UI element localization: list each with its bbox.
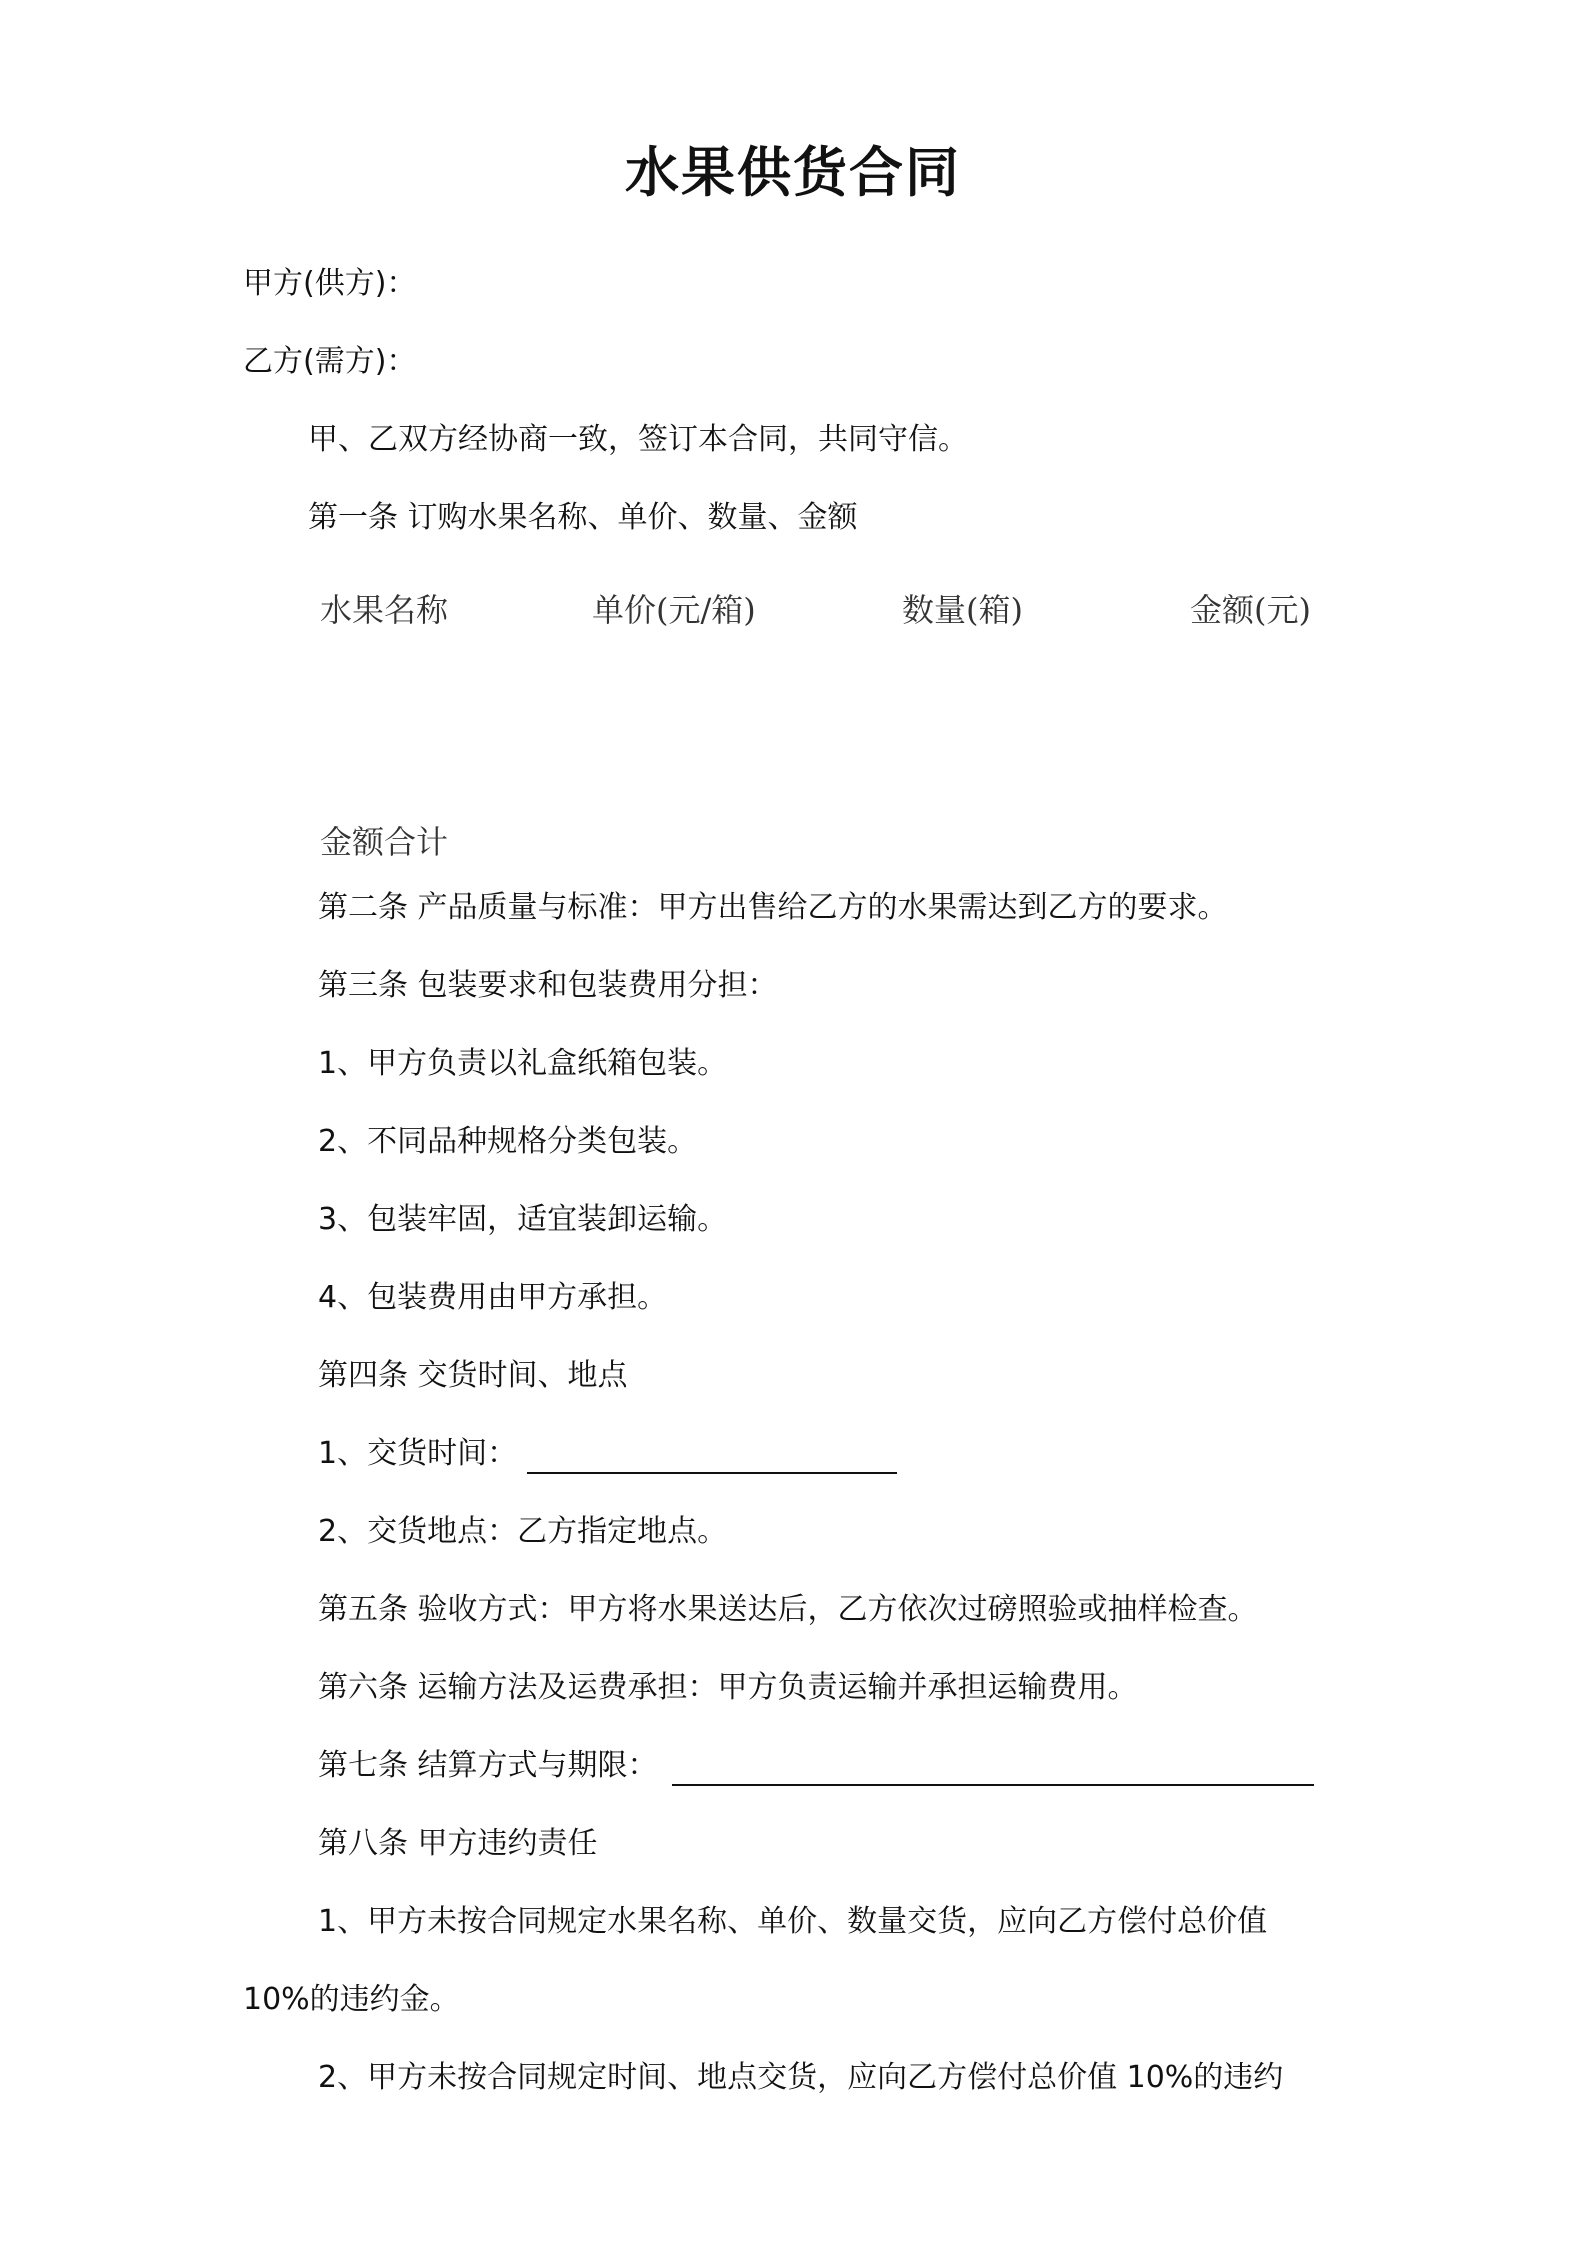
- article-8-item-1-line-2: 10%的违约金。: [243, 1982, 460, 2017]
- article-8-heading: 第八条 甲方违约责任: [318, 1826, 598, 1861]
- delivery-place: 2、交货地点：乙方指定地点。: [318, 1514, 728, 1549]
- intro-paragraph: 甲、乙双方经协商一致，签订本合同，共同守信。: [308, 422, 968, 457]
- document-title: 水果供货合同: [625, 141, 961, 204]
- article-6: 第六条 运输方法及运费承担：甲方负责运输并承担运输费用。: [318, 1670, 1138, 1705]
- table-header-quantity: 数量(箱): [902, 591, 1023, 629]
- article-2: 第二条 产品质量与标准：甲方出售给乙方的水果需达到乙方的要求。: [318, 890, 1228, 925]
- article-3-item-2: 2、不同品种规格分类包装。: [318, 1124, 698, 1159]
- article-4-heading: 第四条 交货时间、地点: [318, 1358, 628, 1393]
- delivery-time-label: 1、交货时间：: [318, 1436, 518, 1471]
- article-5: 第五条 验收方式：甲方将水果送达后，乙方依次过磅照验或抽样检查。: [318, 1592, 1258, 1627]
- party-b-label: 乙方(需方)：: [243, 344, 417, 379]
- article-7-label: 第七条 结算方式与期限：: [318, 1748, 658, 1783]
- article-3-item-3: 3、包装牢固，适宜装卸运输。: [318, 1202, 728, 1237]
- party-a-label: 甲方(供方)：: [243, 266, 417, 301]
- table-header-amount: 金额(元): [1190, 591, 1311, 629]
- article-8-item-1-line-1: 1、甲方未按合同规定水果名称、单价、数量交货，应向乙方偿付总价值: [318, 1904, 1268, 1939]
- table-total-label: 金额合计: [320, 823, 449, 861]
- table-header-unit-price: 单价(元/箱): [592, 591, 756, 629]
- table-header-fruit-name: 水果名称: [320, 591, 449, 629]
- article-3-heading: 第三条 包装要求和包装费用分担：: [318, 968, 778, 1003]
- article-7-row: [318, 1746, 1314, 1786]
- article-8-item-2-line-1: 2、甲方未按合同规定时间、地点交货，应向乙方偿付总价值 10%的违约: [318, 2060, 1284, 2095]
- article-3-item-1: 1、甲方负责以礼盒纸箱包装。: [318, 1046, 728, 1081]
- delivery-time-row: [318, 1434, 897, 1474]
- article-1-heading: 第一条 订购水果名称、单价、数量、金额: [308, 500, 858, 535]
- article-3-item-4: 4、包装费用由甲方承担。: [318, 1280, 668, 1315]
- delivery-time-blank[interactable]: [527, 1442, 897, 1474]
- settlement-terms-blank[interactable]: [672, 1754, 1314, 1786]
